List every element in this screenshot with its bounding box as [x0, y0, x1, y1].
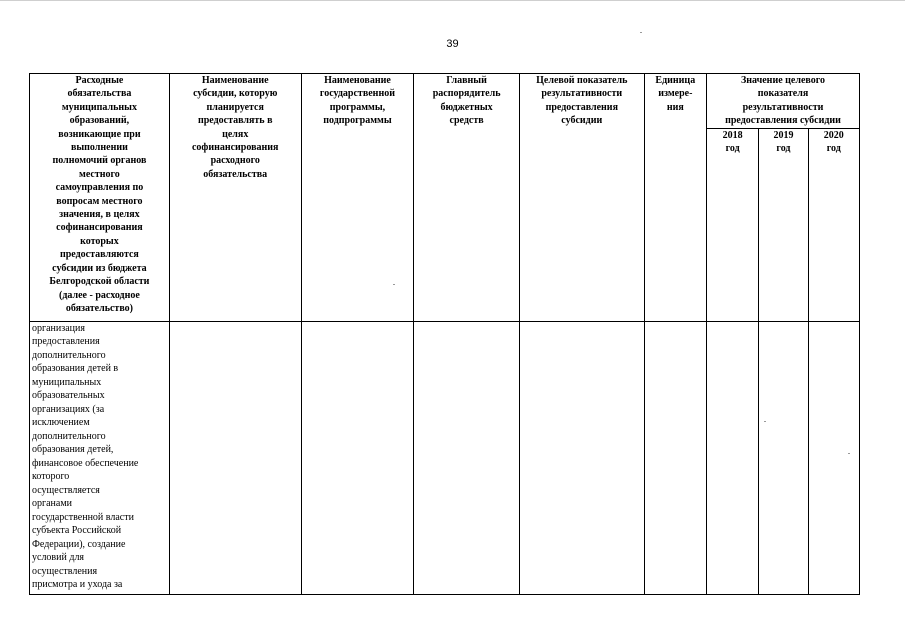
header-target-indicator-text: Целевой показатель результативности предоставления субсидии — [536, 75, 628, 127]
year-2019-label: 2019 — [773, 129, 794, 141]
scan-speck — [393, 284, 395, 285]
header-row-1 — [30, 74, 860, 129]
cell-subsidy-name — [169, 321, 301, 594]
header-expense-obligations-text: Расходные обязательства муниципальных образований, возникающие при выполнении полномочий органов местного самоуправления по вопросам местного значения, в целях софинансирования которых предоставляются субсидии из бюджета Белгородской области (далее - расходное обязательство) — [49, 75, 150, 314]
scan-edge-line — [0, 0, 905, 1]
cell-expense-obligation-text: организация предоставления дополнительного образования детей в муниципальных образовательных организациях (за исключением дополнительного образования детей, финансовое обеспечение которого осуществляется органами государственной власти субъекта Российской Федерации), создание условий для осуществления присмотра и ухода за — [32, 322, 139, 591]
header-target-indicator — [519, 74, 644, 322]
subsidy-table — [29, 73, 860, 595]
header-program-name-text: Наименование государственной программы, подпрограммы — [319, 75, 395, 127]
year-2018-unit: год — [725, 143, 740, 155]
cell-value-2020 — [808, 321, 859, 594]
year-2020-unit: год — [826, 143, 841, 155]
header-target-value-text: Значение целевого показателя результативности предоставления субсидии — [725, 75, 841, 127]
cell-value-2019 — [759, 321, 808, 594]
year-2020-label: 2020 — [823, 129, 844, 141]
cell-program-name — [301, 321, 414, 594]
header-year-2019 — [759, 128, 808, 321]
year-2018-label: 2018 — [722, 129, 743, 141]
header-program-name — [301, 74, 414, 322]
cell-expense-obligation — [30, 321, 170, 594]
scan-speck — [640, 32, 642, 33]
table-row — [30, 321, 860, 594]
cell-unit — [644, 321, 706, 594]
year-2019-unit: год — [776, 143, 791, 155]
header-year-2020 — [808, 128, 859, 321]
header-expense-obligations — [30, 74, 170, 322]
header-budget-manager-text: Главный распорядитель бюджетных средств — [432, 75, 501, 127]
cell-target-indicator — [519, 321, 644, 594]
header-year-2018 — [707, 128, 759, 321]
header-subsidy-name — [169, 74, 301, 322]
header-unit-text: Единица измере- ния — [655, 75, 696, 113]
scan-speck — [848, 453, 850, 454]
header-unit — [644, 74, 706, 322]
cell-value-2018 — [707, 321, 759, 594]
header-subsidy-name-text: Наименование субсидии, которую планируется предоставлять в целях софинансирования расходного обязательства — [191, 75, 279, 180]
page-number: 39 — [446, 38, 459, 50]
header-target-value — [707, 74, 860, 129]
cell-budget-manager — [414, 321, 520, 594]
scan-speck — [764, 421, 766, 422]
header-budget-manager — [414, 74, 520, 322]
